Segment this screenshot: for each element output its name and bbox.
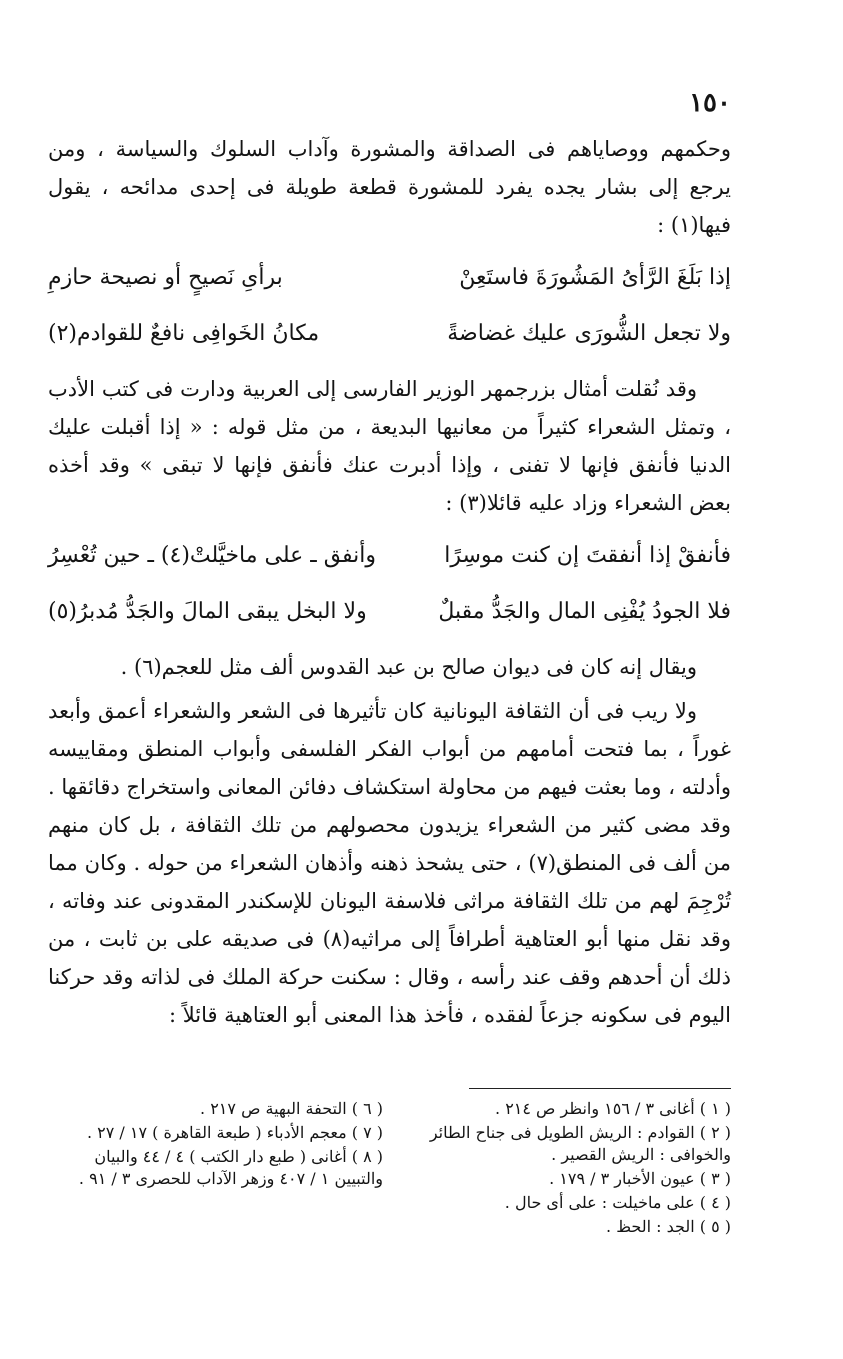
footnote-divider xyxy=(469,1088,731,1089)
footnote: ( ٢ ) القوادم : الريش الطويل فى جناح الطائر والخوافى : الريش القصير . xyxy=(429,1123,731,1164)
footnote: ( ٥ ) الجد : الحظ . xyxy=(606,1217,731,1236)
verse-line xyxy=(48,252,731,304)
footnote: ( ٨ ) أغانى ( طبع دار الكتب ) ٤ / ٤٤ والبيان والتبيين ١ / ٤٠٧ وزهر الآداب للحصرى ٣ / ٩١ . xyxy=(78,1147,383,1188)
verse-hemistich-second: مكانُ الخَوافِى نافعٌ للقوادم(٢) xyxy=(48,321,320,346)
paragraph-3: ويقال إنه كان فى ديوان صالح بن عبد القدوس ألف مثل للعجم(٦) . xyxy=(120,655,697,679)
footnotes-left-column xyxy=(48,1098,383,1240)
verse-hemistich-second: وأنفق ـ على ماخيَّلتْ(٤) ـ حين تُعْسِرُ xyxy=(48,543,377,568)
footnotes xyxy=(48,1098,731,1240)
footnote: ( ١ ) أغانى ٣ / ١٥٦ وانظر ص ٢١٤ . xyxy=(495,1099,731,1118)
verse-hemistich-first: فأنفقْ إذا أنفقتَ إن كنت موسِرًا xyxy=(444,543,731,568)
verse-hemistich-second: برأىِ نَصيحٍ أو نصيحة حازمِ xyxy=(48,265,283,290)
main-text xyxy=(48,130,731,1040)
verse-hemistich-first: ولا تجعل الشُّورَى عليك غضاضةً xyxy=(447,321,731,346)
footnote: ( ٤ ) على ماخيلت : على أى حال . xyxy=(504,1193,731,1212)
paragraph-1: وحكمهم ووصاياهم فى الصداقة والمشورة وآداب السلوك والسياسة ، ومن يرجع إلى بشار يجده يفرد للمشورة قطعة طويلة فى إحدى مدائحه ، يقول فيها(١) : xyxy=(48,137,731,237)
footnote: ( ٧ ) معجم الأدباء ( طبعة القاهرة ) ١٧ / ٢٧ . xyxy=(86,1123,383,1142)
verse-line xyxy=(48,530,731,582)
page-number: ١٥٠ xyxy=(689,88,731,118)
footnotes-right-column xyxy=(396,1098,731,1240)
verse-line xyxy=(48,308,731,360)
verse-block-2 xyxy=(48,530,731,638)
verse-block-1 xyxy=(48,252,731,360)
verse-hemistich-first: فلا الجودُ يُفْنِى المال والجَدُّ مقبلٌ xyxy=(438,599,731,624)
paragraph-4: ولا ريب فى أن الثقافة اليونانية كان تأثيرها فى الشعر والشعراء أعمق وأبعد غوراً ، بما فتحت أمامهم من أبواب الفكر الفلسفى وأبواب المنطق ومقاييسه وأدلته ، وما بعثت فيهم من محاولة استكشاف دفائن المعانى واستخراج دقائقها . وقد مضى كثير من الشعراء يزيدون محصولهم من تلك الثقافة ، بل كان منهم من ألف فى المنطق(٧) ، حتى يشحذ ذهنه وأذهان الشعراء من حوله . وكان مما تُرْجِمَ لهم من تلك الثقافة مراثى فلاسفة اليونان للإسكندر المقدونى عند وفاته ، وقد نقل منها أبو العتاهية أطرافاً إلى مراثيه(٨) فى صديقه على بن ثابت ، من ذلك أن أحدهم وقف عند رأسه ، وقال : سكنت حركة الملك فى لذاته وقد حركنا اليوم فى سكونه جزعاً لفقده ، فأخذ هذا المعنى أبو العتاهية قائلاً : xyxy=(48,699,731,1027)
footnote: ( ٣ ) عيون الأخبار ٣ / ١٧٩ . xyxy=(549,1169,731,1188)
verse-hemistich-second: ولا البخل يبقى المالَ والجَدُّ مُدبرُ(٥) xyxy=(48,599,367,624)
verse-line xyxy=(48,586,731,638)
verse-hemistich-first: إذا بَلَغَ الرَّأىُ المَشُورَةَ فاستَعِنْ xyxy=(459,265,731,290)
footnote: ( ٦ ) التحفة البهية ص ٢١٧ . xyxy=(200,1099,383,1118)
paragraph-2: وقد نُقلت أمثال بزرجمهر الوزير الفارسى إلى العربية ودارت فى كتب الأدب ، وتمثل الشعراء كثيراً من معانيها البديعة ، من مثل قوله : « إذا أقبلت عليك الدنيا فأنفق فإنها لا تفنى ، وإذا أدبرت عنك فأنفق فإنها لا تبقى » وقد أخذه بعض الشعراء وزاد عليه قائلا(٣) : xyxy=(48,377,731,515)
